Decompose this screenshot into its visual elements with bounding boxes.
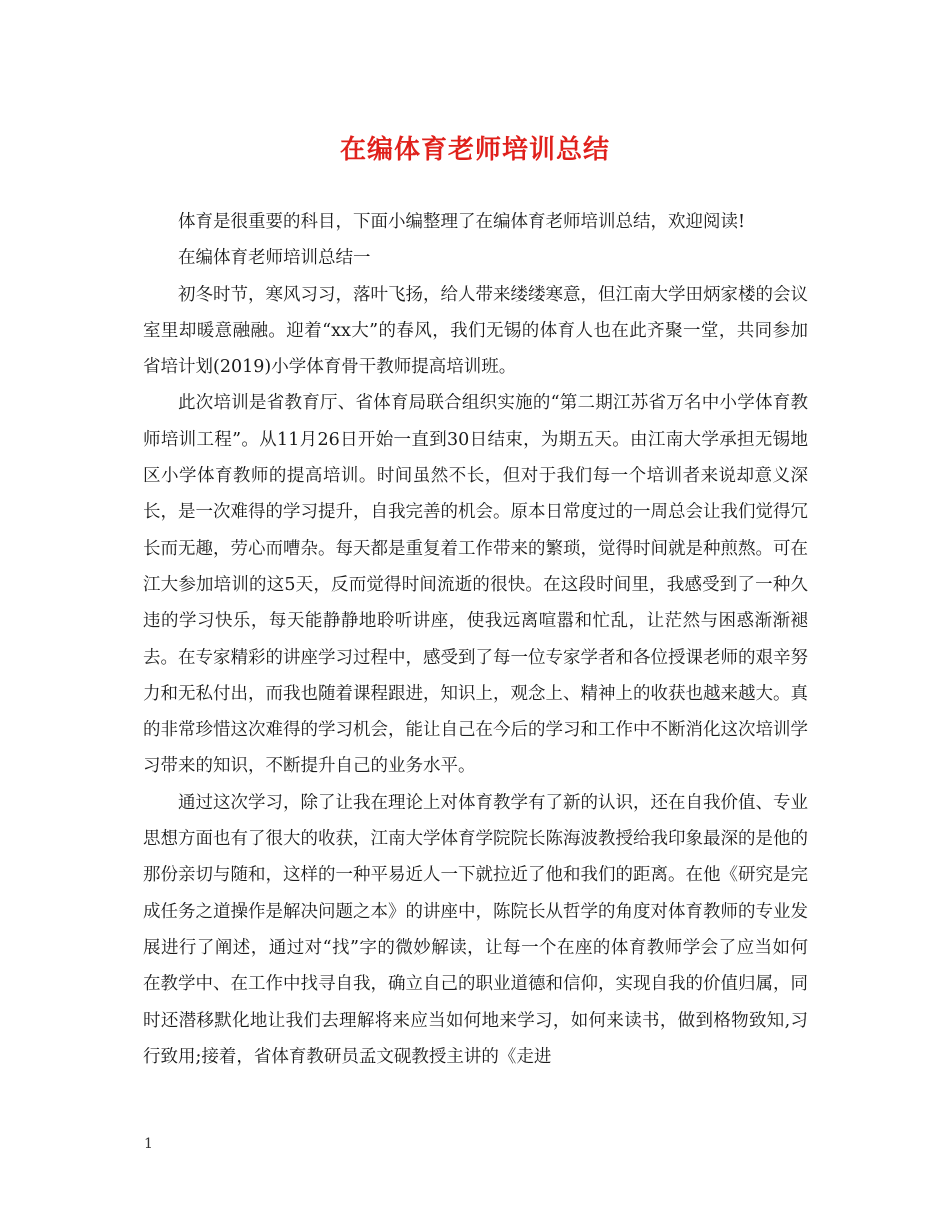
paragraph-3: 通过这次学习，除了让我在理论上对体育教学有了新的认识，还在自我价值、专业思想方面也有了很大的收获，江南大学体育学院院长陈海波教授给我印象最深的是他的那份亲切与随和，这样的一种平易近人一下就拉近了他和我们的距离。在他《研究是完成任务之道操作是解决问题之本》的讲座中，陈院长从哲学的角度对体育教师的专业发展进行了阐述，通过对“找”字的微妙解读，让每一个在座的体育教师学会了应当如何在教学中、在工作中找寻自我，确立自己的职业道德和信仰，实现自我的价值归属，同时还潜移默化地让我们去理解将来应当如何地来学习，如何来读书，做到格物致知,习行致用;接着，省体育教研员孟文砚教授主讲的《走进: [143, 792, 808, 1067]
paragraph-1: 初冬时节，寒风习习，落叶飞扬，给人带来缕缕寒意，但江南大学田炳家楼的会议室里却暖意融融。迎着“xx大”的春风，我们无锡的体育人也在此齐聚一堂，共同参加省培计划(2019)小学体育骨干教师提高培训班。: [143, 284, 808, 378]
page-number: 1: [144, 1136, 153, 1152]
document-title: 在编体育老师培训总结: [339, 135, 610, 165]
section-heading: 在编体育老师培训总结一: [178, 248, 371, 269]
paragraph-2: 此次培训是省教育厅、省体育局联合组织实施的“第二期江苏省万名中小学体育教师培训工程”。从11月26日开始一直到30日结束，为期五天。由江南大学承担无锡地区小学体育教师的提高培训。时间虽然不长，但对于我们每一个培训者来说却意义深长，是一次难得的学习提升，自我完善的机会。原本日常度过的一周总会让我们觉得冗长而无趣，劳心而嘈杂。每天都是重复着工作带来的繁琐，觉得时间就是种煎熬。可在江大参加培训的这5天，反而觉得时间流逝的很快。在这段时间里，我感受到了一种久违的学习快乐，每天能静静地聆听讲座，使我远离喧嚣和忙乱，让茫然与困惑渐渐褪去。在专家精彩的讲座学习过程中，感受到了每一位专家学者和各位授课老师的艰辛努力和无私付出，而我也随着课程跟进，知识上，观念上、精神上的收获也越来越大。真的非常珍惜这次难得的学习机会，能让自己在今后的学习和工作中不断消化这次培训学习带来的知识，不断提升自己的业务水平。: [143, 393, 808, 777]
document-body: [143, 204, 808, 1075]
paragraph-intro: 体育是很重要的科目，下面小编整理了在编体育老师培训总结，欢迎阅读!: [178, 212, 746, 232]
